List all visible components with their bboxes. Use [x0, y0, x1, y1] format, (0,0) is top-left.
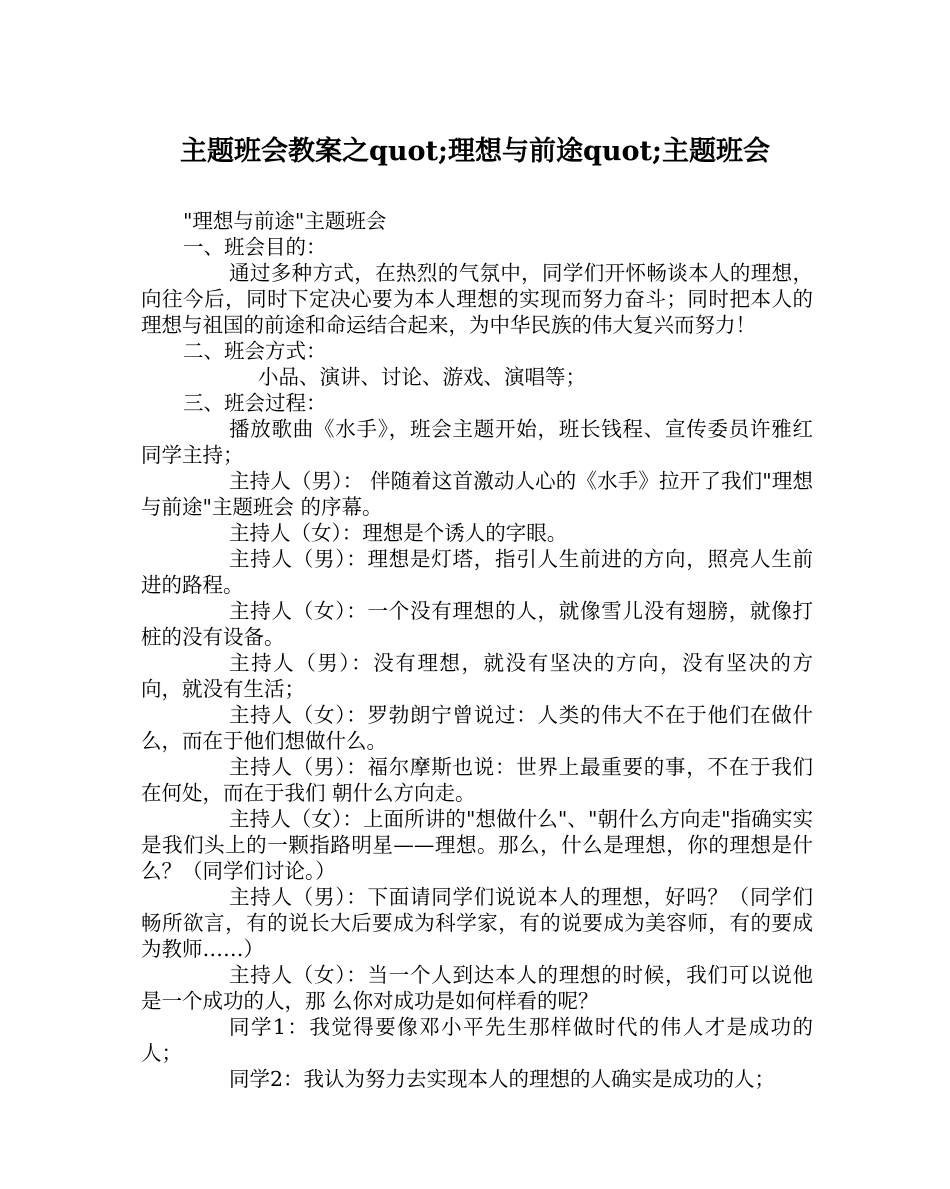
body-paragraph: 一、班会目的：	[183, 235, 327, 259]
document-title: 主题班会教案之quot;理想与前途quot;主题班会	[180, 136, 770, 167]
body-paragraph: 主持人（男）：下面请同学们说说本人的理想，好吗？（同学们畅所欲言，有的说长大后要成为科学家，有的说要成为美容师，有的要成为教师……）	[141, 885, 813, 961]
document-body	[141, 208, 813, 1092]
body-paragraph: 主持人（男）： 伴随着这首激动人心的《水手》拉开了我们"理想与前途"主题班会 的序幕。	[141, 469, 813, 519]
body-paragraph: 主持人（男）：没有理想，就没有坚决的方向，没有坚决的方向，就没有生活；	[141, 651, 813, 701]
body-paragraph: 通过多种方式，在热烈的气氛中，同学们开怀畅谈本人的理想，向往今后，同时下定决心要为本人理想的实现而努力奋斗；同时把本人的理想与祖国的前途和命运结合起来，为中华民族的伟大复兴而努力！	[141, 261, 813, 337]
body-paragraph: 播放歌曲《水手》，班会主题开始，班长钱程、宣传委员许雅红同学主持；	[141, 417, 813, 467]
body-paragraph: 主持人（女）：一个没有理想的人，就像雪儿没有翅膀，就像打桩的没有设备。	[141, 599, 813, 649]
body-paragraph: 同学2：我认为努力去实现本人的理想的人确实是成功的人；	[229, 1067, 776, 1091]
body-paragraph: 主持人（女）：上面所讲的"想做什么"、"朝什么方向走"指确实实是我们头上的一颗指路明星——理想。那么，什么是理想，你的理想是什么？（同学们讨论。）	[141, 807, 813, 883]
body-paragraph: "理想与前途"主题班会	[183, 209, 387, 233]
body-paragraph: 主持人（男）：理想是灯塔，指引人生前进的方向，照亮人生前进的路程。	[141, 547, 813, 597]
body-paragraph: 主持人（女）：罗勃朗宁曾说过：人类的伟大不在于他们在做什么，而在于他们想做什么。	[141, 703, 813, 753]
body-paragraph: 主持人（女）：理想是个诱人的字眼。	[229, 521, 568, 545]
body-paragraph: 三、班会过程：	[183, 391, 327, 415]
body-paragraph: 小品、演讲、讨论、游戏、演唱等；	[258, 365, 586, 389]
body-paragraph: 二、班会方式：	[183, 339, 327, 363]
body-paragraph: 主持人（男）：福尔摩斯也说：世界上最重要的事，不在于我们在何处，而在于我们 朝什么方向走。	[141, 755, 813, 805]
body-paragraph: 同学1：我觉得要像邓小平先生那样做时代的伟人才是成功的人；	[141, 1015, 813, 1065]
body-paragraph: 主持人（女）：当一个人到达本人的理想的时候，我们可以说他是一个成功的人，那 么你对成功是如何样看的呢？	[141, 963, 813, 1013]
